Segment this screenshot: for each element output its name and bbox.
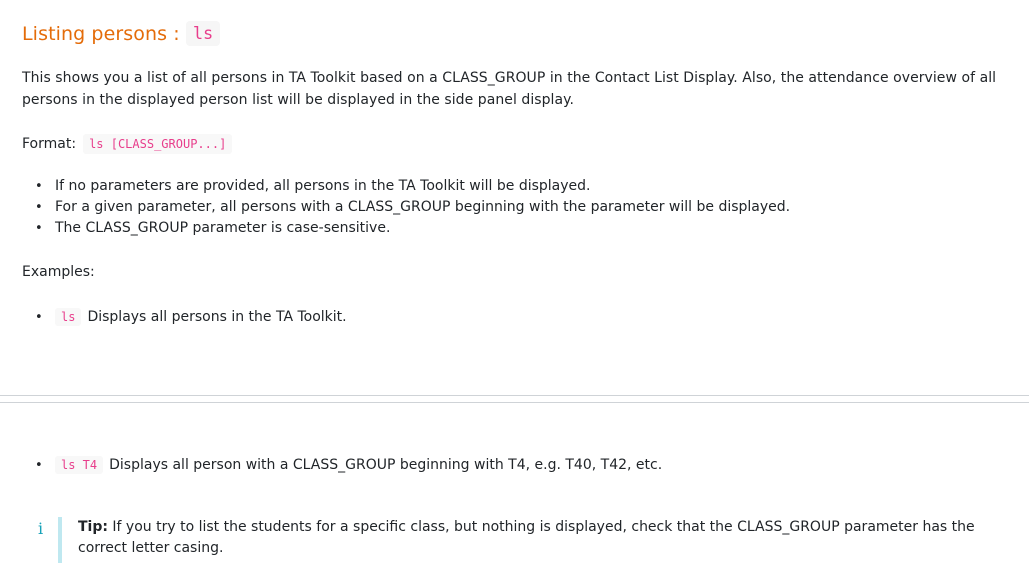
format-line — [22, 134, 232, 154]
tip-body — [62, 517, 982, 563]
info-icon: i — [38, 519, 44, 538]
heading-title: Listing persons : — [22, 22, 180, 45]
list-item: • For a given parameter, all persons with a CLASS_GROUP beginning with the parameter will be displayed. — [22, 197, 790, 218]
list-item: • The CLASS_GROUP parameter is case-sensitive. — [22, 218, 790, 239]
bullet-dot: • — [35, 457, 43, 473]
examples-label: Examples: — [22, 264, 95, 280]
example-text: Displays all persons in the TA Toolkit. — [87, 309, 347, 325]
example-code: ls T4 — [55, 456, 103, 474]
page-break-top — [0, 395, 1029, 396]
section-heading — [22, 21, 220, 46]
example-code: ls — [55, 308, 81, 326]
bullet-dot: • — [35, 309, 43, 325]
format-label: Format: — [22, 136, 77, 152]
example-text: Displays all person with a CLASS_GROUP beginning with T4, e.g. T40, T42, etc. — [109, 457, 663, 473]
heading-command-code: ls — [186, 21, 220, 46]
example-item — [22, 456, 662, 474]
page-break-bottom — [0, 402, 1029, 403]
format-code: ls [CLASS_GROUP...] — [83, 134, 232, 154]
description-paragraph: This shows you a list of all persons in TA Toolkit based on a CLASS_GROUP in the Contact List Display. Also, the attendance overview of all persons in the displayed person list will be displayed in the side panel display. — [22, 70, 997, 108]
tip-label: Tip: — [78, 519, 108, 535]
tip-text: If you try to list the students for a specific class, but nothing is displayed, check that the CLASS_GROUP parameter has the correct letter casing. — [78, 519, 975, 556]
list-item: • If no parameters are provided, all persons in the TA Toolkit will be displayed. — [22, 176, 790, 197]
example-item — [22, 308, 347, 326]
tip-callout — [22, 517, 1002, 563]
notes-list — [22, 176, 790, 239]
